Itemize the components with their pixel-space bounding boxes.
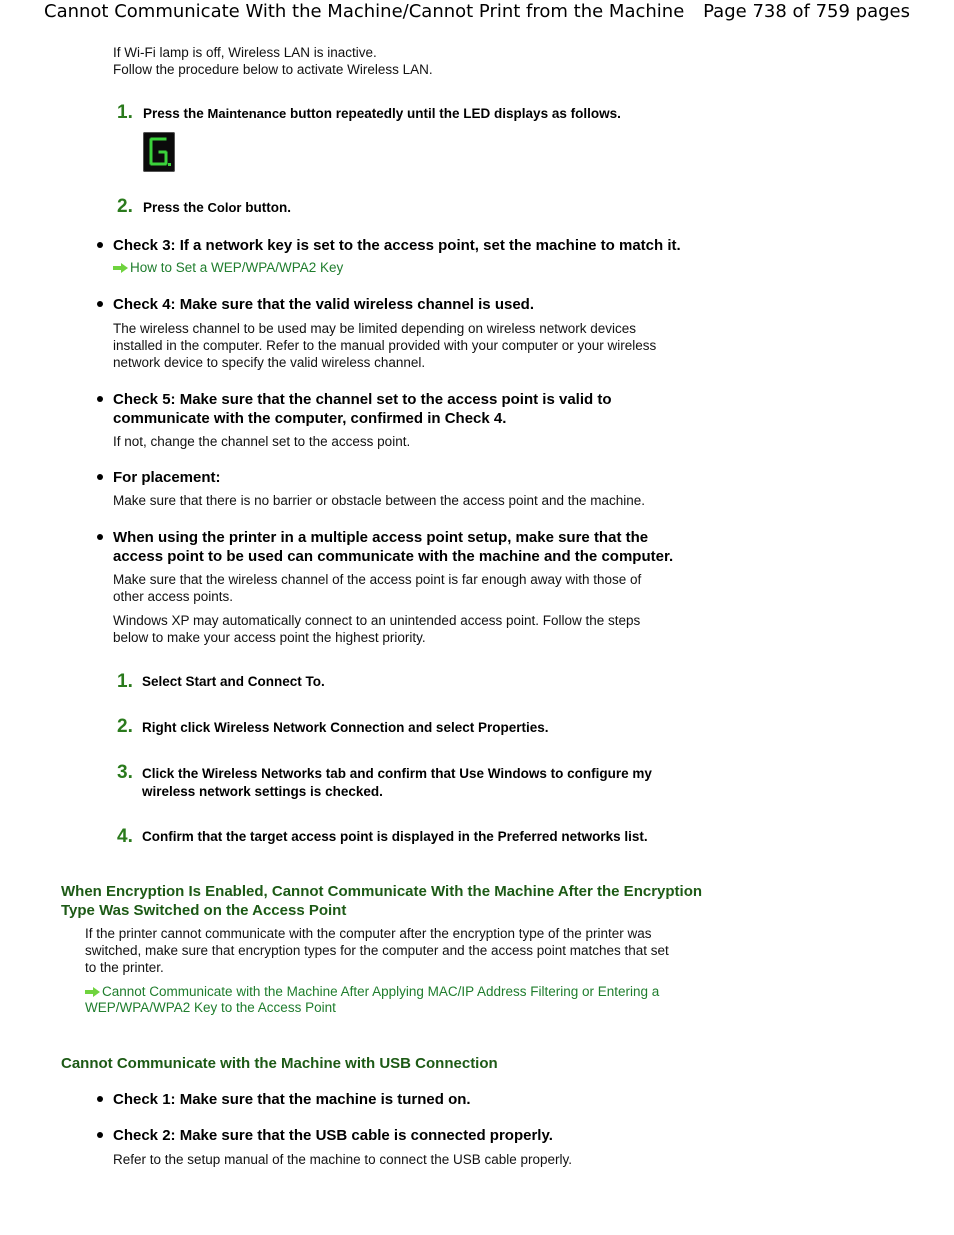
- step-text: Right click Wireless Network Connection and select Properties.: [142, 720, 549, 735]
- step-number: 4.: [117, 826, 133, 847]
- mac-ip-filter-link[interactable]: Cannot Communicate with the Machine After Applying MAC/IP Address Filtering or Entering a WEP/WPA/WPA2 Key to the Access Point: [85, 984, 660, 1015]
- step-number: 3.: [117, 762, 133, 783]
- check4-title: Check 4: Make sure that the valid wireless channel is used.: [113, 296, 534, 313]
- bullet-icon: [97, 396, 103, 402]
- encryption-body: If the printer cannot communicate with the computer after the encryption type of the printer was switched, make sure that encryption types for the computer and the access point matches that set to the printer.: [85, 926, 669, 975]
- step-number: 2.: [117, 196, 133, 217]
- wep-key-link[interactable]: How to Set a WEP/WPA/WPA2 Key: [113, 259, 343, 276]
- usb-check2-body: Refer to the setup manual of the machine to connect the USB cable properly.: [113, 1152, 573, 1167]
- encryption-heading: When Encryption Is Enabled, Cannot Communicate With the Machine After the Encryption Type Was Switched on the Access Point: [61, 883, 703, 919]
- wifi-intro: [113, 44, 433, 78]
- step-text: Click the Wireless Networks tab and confirm that Use Windows to configure my wireless network settings is checked.: [142, 766, 652, 799]
- step-text: Confirm that the target access point is displayed in the Preferred networks list.: [142, 829, 648, 844]
- step-number: 2.: [117, 716, 133, 737]
- check5-body: If not, change the channel set to the access point.: [113, 434, 411, 449]
- document-title: Cannot Communicate With the Machine/Cannot Print from the Machine: [44, 1, 685, 22]
- usb-heading: Cannot Communicate with the Machine with USB Connection: [61, 1055, 498, 1072]
- page-number: Page 738 of 759 pages: [703, 1, 910, 22]
- check5-title: Check 5: Make sure that the channel set to the access point is valid to communicate with the computer, confirmed in Check 4.: [113, 391, 612, 427]
- bullet-icon: [97, 474, 103, 480]
- page-header: [44, 0, 910, 26]
- step-text: Press the Maintenance button repeatedly until the LED displays as follows.: [143, 106, 621, 121]
- maintenance-button-ref: Maintenance: [207, 106, 287, 121]
- color-button-ref: Color: [207, 200, 242, 215]
- wifi-intro-line: If Wi-Fi lamp is off, Wireless LAN is inactive.: [113, 45, 377, 60]
- multi-ap-body: Windows XP may automatically connect to an unintended access point. Follow the steps below to make your access point the highest priority.: [113, 613, 641, 645]
- wifi-intro-line: Follow the procedure below to activate Wireless LAN.: [113, 62, 433, 77]
- bullet-icon: [97, 1132, 103, 1138]
- bullet-icon: [97, 242, 103, 248]
- arrow-right-icon: [85, 987, 100, 997]
- step-number: 1.: [117, 671, 133, 692]
- bullet-icon: [97, 301, 103, 307]
- placement-title: For placement:: [113, 469, 221, 486]
- bullet-icon: [97, 534, 103, 540]
- placement-body: Make sure that there is no barrier or obstacle between the access point and the machine.: [113, 493, 646, 508]
- multi-ap-title: When using the printer in a multiple access point setup, make sure that the access point to be used can communicate with the machine and the computer.: [113, 529, 674, 565]
- step-text: Press the Color button.: [143, 200, 291, 215]
- led-display-icon: [143, 132, 175, 172]
- multi-ap-body: Make sure that the wireless channel of the access point is far enough away with those of other access points.: [113, 572, 642, 604]
- check3-title: Check 3: If a network key is set to the access point, set the machine to match it.: [113, 237, 681, 254]
- step-text: Select Start and Connect To.: [142, 674, 325, 689]
- usb-check2-title: Check 2: Make sure that the USB cable is connected properly.: [113, 1127, 553, 1144]
- step-number: 1.: [117, 102, 133, 123]
- check4-body: The wireless channel to be used may be limited depending on wireless network devices installed in the computer. Refer to the manual provided with your computer or your wireless network device to specify the valid wireless channel.: [113, 321, 657, 370]
- arrow-right-icon: [113, 263, 128, 273]
- bullet-icon: [97, 1096, 103, 1102]
- usb-check1-title: Check 1: Make sure that the machine is turned on.: [113, 1091, 471, 1108]
